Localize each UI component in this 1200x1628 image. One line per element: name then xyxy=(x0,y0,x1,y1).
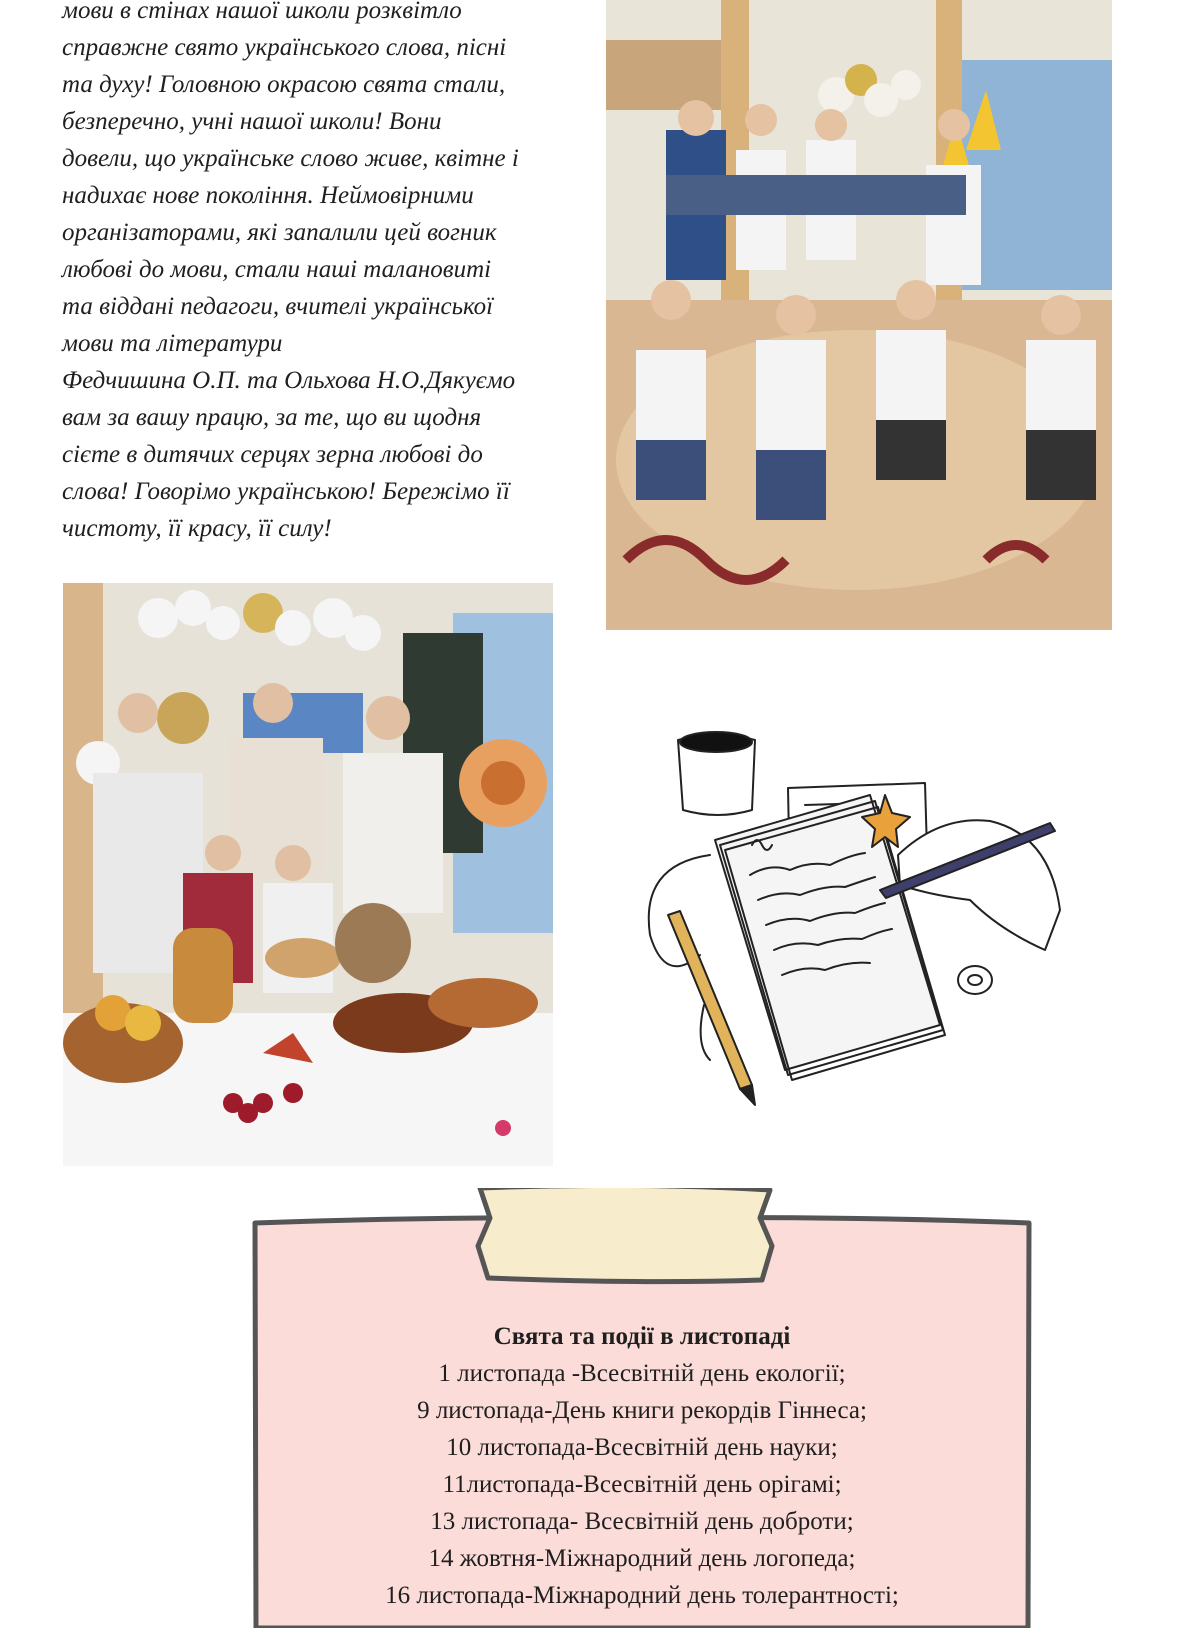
article-line: мови та літератури xyxy=(62,330,283,357)
event-item: 9 листопада-День книги рекордів Гіннеса; xyxy=(417,1397,867,1424)
article-line: та духу! Головною окрасою свята стали, xyxy=(62,71,506,98)
events-card xyxy=(250,1188,1034,1628)
event-item: 10 листопада-Всесвітній день науки; xyxy=(446,1434,838,1461)
event-item: 14 жовтня-Міжнародний день логопеда; xyxy=(428,1545,856,1572)
article-line: надихає нове покоління. Неймовірними xyxy=(62,182,474,209)
article-line: довели, що українське слово живе, квітне і xyxy=(62,145,519,172)
article-line: Федчишина О.П. та Ольхова Н.О.Дякуємо xyxy=(62,367,516,394)
article-line: справжне свято українського слова, пісні xyxy=(62,34,507,61)
article-line: чистоту, її красу, її силу! xyxy=(62,515,332,542)
events-title: Свята та події в листопаді xyxy=(493,1323,791,1350)
article-line: любові до мови, стали наші талановиті xyxy=(62,256,492,283)
event-item: 1 листопада -Всесвітній день екології; xyxy=(438,1360,846,1387)
article-line: безперечно, учні нашої школи! Вони xyxy=(62,108,442,135)
events-list xyxy=(250,1318,1034,1614)
article-line: вам за вашу працю, за те, що ви щодня xyxy=(62,404,482,431)
article-line: слова! Говорімо українською! Бережімо її xyxy=(62,478,510,505)
article-line: організаторами, які запалили цей вогник xyxy=(62,219,497,246)
article-text xyxy=(62,0,582,547)
article-line: та віддані педагоги, вчителі української xyxy=(62,293,494,320)
event-item: 16 листопада-Міжнародний день толерантності; xyxy=(385,1582,899,1609)
teachers-table-photo xyxy=(63,583,553,1166)
article-line: сієте в дитячих серцях зерна любові до xyxy=(62,441,483,468)
event-item: 11листопада-Всесвітній день орігамі; xyxy=(442,1471,842,1498)
students-dance-photo xyxy=(606,0,1112,630)
article-line: мови в стінах нашої школи розквітло xyxy=(62,0,462,24)
notebook-with-pen-and-coffee-icon xyxy=(640,725,1100,1135)
event-item: 13 листопада- Всесвітній день доброти; xyxy=(430,1508,854,1535)
